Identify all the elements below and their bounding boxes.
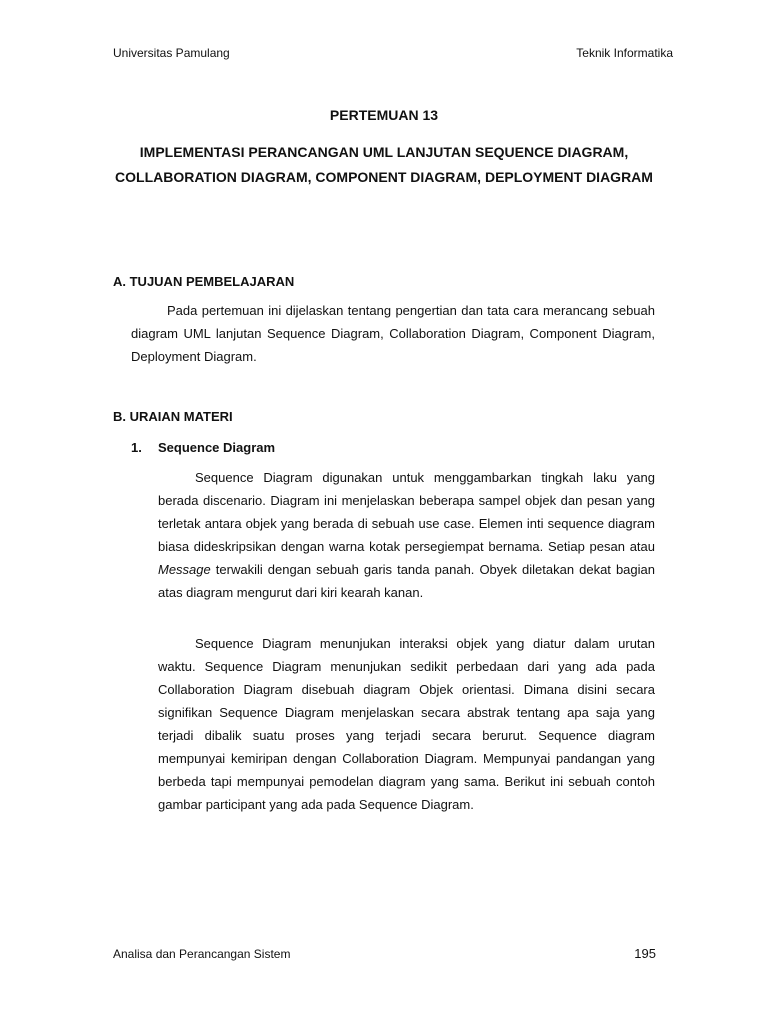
paragraph-1-text-start: Sequence Diagram digunakan untuk menggambarkan tingkah laku yang berada discenario. Diagram ini menjelaskan beberapa sampel objek dan pesan yang terletak antara objek yang berada di sebuah use case. Elemen inti sequence diagram biasa dideskripsikan dengan warna kotak persegiempat bernama. Setiap pesan atau <box>158 470 655 554</box>
section-a-paragraph: Pada pertemuan ini dijelaskan tentang pengertian dan tata cara merancang sebuah diagram UML lanjutan Sequence Diagram, Collaboration Diagram, Component Diagram, Deployment Diagram. <box>131 303 655 364</box>
section-b-heading: B. URAIAN MATERI <box>113 409 233 424</box>
meeting-title: PERTEMUAN 13 <box>329 107 439 123</box>
title-block <box>110 104 658 190</box>
header-department: Teknik Informatika <box>576 46 673 60</box>
subsection-number: 1. <box>131 440 142 455</box>
paragraph-1-text-end: terwakili dengan sebuah garis tanda panah. Obyek diletakan dekat bagian atas diagram mengurut dari kiri kearah kanan. <box>158 562 655 600</box>
chapter-title: IMPLEMENTASI PERANCANGAN UML LANJUTAN SEQUENCE DIAGRAM, COLLABORATION DIAGRAM, COMPONENT DIAGRAM, DEPLOYMENT DIAGRAM <box>115 144 653 185</box>
sequence-diagram-paragraph-2: Sequence Diagram menunjukan interaksi objek yang diatur dalam urutan waktu. Sequence Diagram menunjukan sedikit perbedaan dari yang ada pada Collaboration Diagram disebuah diagram Objek orientasi. Dimana disini secara signifikan Sequence Diagram menjelaskan secara abstrak tentang apa saja yang terjadi dibalik suatu proses yang terjadi secara berurut. Sequence diagram mempunyai kemiripan dengan Collaboration Diagram. Mempunyai pandangan yang berbeda tapi mempunyai pemodelan diagram yang sama. Berikut ini sebuah contoh gambar participant yang ada pada Sequence Diagram. <box>158 636 655 812</box>
header-institution: Universitas Pamulang <box>113 46 230 60</box>
sequence-diagram-paragraph-1 <box>158 466 655 604</box>
subsection-title: Sequence Diagram <box>158 440 276 455</box>
message-term: Message <box>158 562 211 577</box>
footer-course-title: Analisa dan Perancangan Sistem <box>113 947 291 961</box>
section-a-heading: A. TUJUAN PEMBELAJARAN <box>113 274 295 289</box>
page-number: 195 <box>634 946 656 961</box>
